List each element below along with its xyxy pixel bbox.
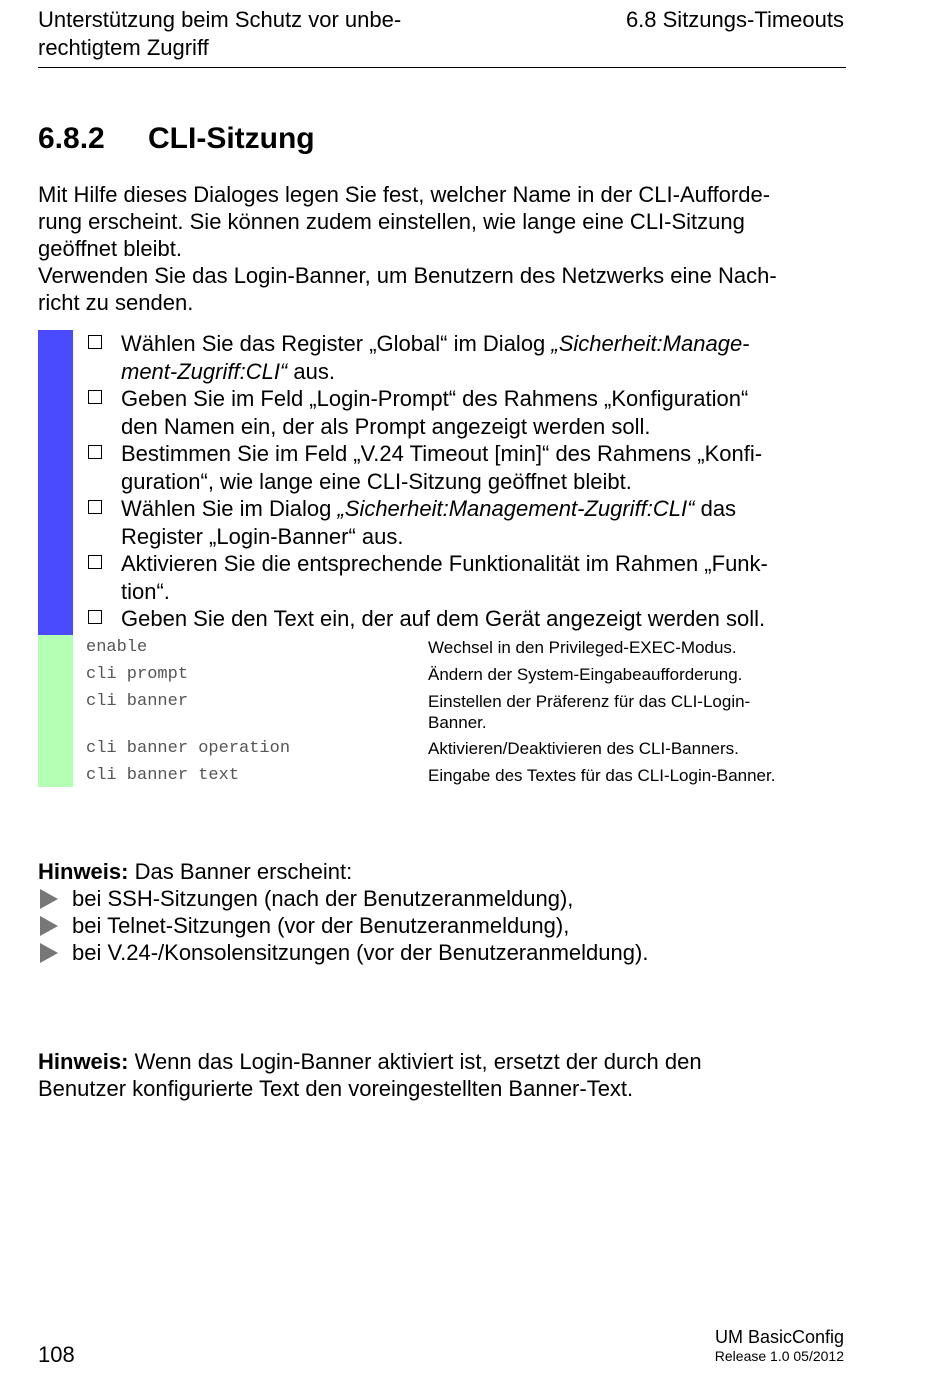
- intro-line: rung erscheint. Sie können zudem einstellen, wie lange eine CLI-Sitzung: [38, 209, 745, 234]
- cli-description: Wechsel in den Privileged-EXEC-Modus.: [428, 638, 737, 657]
- instruction-steps: [86, 330, 846, 633]
- footer-release: Release 1.0 05/2012: [714, 1348, 844, 1364]
- cli-description: [428, 689, 846, 736]
- section-heading: [38, 122, 315, 156]
- note-banner-override: [38, 1048, 846, 1102]
- running-header-chapter: [38, 6, 558, 62]
- step-text: Register „Login-Banner“ aus.: [121, 523, 404, 549]
- checkbox-icon: [88, 555, 102, 569]
- list-item-text: bei Telnet-Sitzungen (vor der Benutzeranmeldung),: [72, 913, 570, 938]
- section-number: 6.8.2: [38, 122, 105, 155]
- list-item: [38, 912, 846, 939]
- cli-marker-bar: [38, 635, 73, 787]
- cli-command: cli banner: [86, 692, 189, 711]
- table-row: [86, 763, 846, 790]
- intro-text: [38, 181, 846, 316]
- running-header-section: 6.8 Sitzungs-Timeouts: [625, 7, 844, 32]
- note-label: Hinweis:: [38, 859, 129, 884]
- instruction-marker-bar: [38, 330, 73, 635]
- cli-command: cli banner text: [86, 766, 240, 785]
- page-number: 108: [38, 1342, 75, 1367]
- cli-command: cli banner operation: [86, 739, 291, 758]
- note-list: [38, 885, 846, 966]
- step-text: das: [694, 496, 737, 521]
- cli-description-line: Banner.: [428, 713, 487, 732]
- cli-description: Eingabe des Textes für das CLI-Login-Banner.: [428, 766, 776, 785]
- list-item: [38, 885, 846, 912]
- triangle-bullet-icon: [40, 943, 58, 963]
- instruction-step: [86, 550, 846, 605]
- step-dialog-name: „Sicherheit:Management-Zugriff:CLI“: [337, 496, 695, 521]
- step-text: guration“, wie lange eine CLI-Sitzung geöffnet bleibt.: [121, 468, 632, 494]
- note-intro: [38, 858, 846, 885]
- cli-command: cli prompt: [86, 665, 189, 684]
- step-text: Wählen Sie das Register „Global“ im Dialog: [121, 331, 552, 356]
- intro-line: geöffnet bleibt.: [38, 236, 182, 261]
- note-text: Das Banner erscheint:: [128, 859, 353, 884]
- list-item-text: bei V.24-/Konsolensitzungen (vor der Benutzeranmeldung).: [72, 940, 649, 965]
- step-text: aus.: [287, 358, 335, 384]
- step-text: Bestimmen Sie im Feld „V.24 Timeout [min]“ des Rahmens „Konfi-: [121, 441, 763, 466]
- note-label: Hinweis:: [38, 1049, 129, 1074]
- triangle-bullet-icon: [40, 889, 58, 909]
- instruction-step: [86, 385, 846, 440]
- checkbox-icon: [88, 610, 102, 624]
- step-text: den Namen ein, der als Prompt angezeigt werden soll.: [121, 413, 651, 439]
- instruction-step: [86, 605, 846, 633]
- instruction-step: [86, 440, 846, 495]
- intro-paragraph-1: [38, 181, 846, 262]
- triangle-bullet-icon: [40, 916, 58, 936]
- step-text: tion“.: [121, 578, 170, 604]
- intro-line: Verwenden Sie das Login-Banner, um Benutzern des Netzwerks eine Nach-: [38, 263, 777, 288]
- checkbox-icon: [88, 390, 102, 404]
- checkbox-icon: [88, 335, 102, 349]
- step-text: Wählen Sie im Dialog: [121, 496, 338, 521]
- cli-description: Ändern der System-Eingabeaufforderung.: [428, 665, 743, 684]
- step-dialog-name: „Sicherheit:Manage-: [551, 331, 750, 356]
- table-row: [86, 635, 846, 662]
- instruction-step: [86, 330, 846, 385]
- step-text: Geben Sie im Feld „Login-Prompt“ des Rahmens „Konfiguration“: [121, 386, 749, 411]
- cli-command-table: [86, 635, 846, 790]
- cli-description: Aktivieren/Deaktivieren des CLI-Banners.: [428, 739, 739, 758]
- table-row: [86, 689, 846, 736]
- table-row: [86, 736, 846, 763]
- footer-doc-name: UM BasicConfig: [714, 1327, 844, 1347]
- note-banner-display: [38, 858, 846, 966]
- instruction-step: [86, 495, 846, 550]
- checkbox-icon: [88, 500, 102, 514]
- note-text: Benutzer konfigurierte Text den voreingestellten Banner-Text.: [38, 1076, 634, 1101]
- cli-command: enable: [86, 638, 148, 657]
- note-text: Wenn das Login-Banner aktiviert ist, ersetzt der durch den: [128, 1049, 702, 1074]
- intro-line: Mit Hilfe dieses Dialoges legen Sie fest, welcher Name in der CLI-Aufforde-: [38, 182, 771, 207]
- header-chapter-line2: rechtigtem Zugriff: [38, 35, 209, 60]
- footer-doc-info: [715, 1326, 844, 1365]
- cli-description-line: Einstellen der Präferenz für das CLI-Login-: [428, 692, 751, 711]
- list-item-text: bei SSH-Sitzungen (nach der Benutzeranmeldung),: [72, 886, 574, 911]
- step-text: Aktivieren Sie die entsprechende Funktionalität im Rahmen „Funk-: [121, 551, 768, 576]
- header-rule: [38, 67, 846, 68]
- intro-paragraph-2: [38, 262, 846, 316]
- list-item: [38, 939, 846, 966]
- step-text: Geben Sie den Text ein, der auf dem Gerät angezeigt werden soll.: [121, 606, 766, 631]
- checkbox-icon: [88, 445, 102, 459]
- section-title: CLI-Sitzung: [148, 122, 315, 155]
- table-row: [86, 662, 846, 689]
- step-dialog-name: ment-Zugriff:CLI“: [121, 358, 288, 384]
- header-chapter-line1: Unterstützung beim Schutz vor unbe-: [38, 7, 402, 32]
- intro-line: richt zu senden.: [38, 290, 194, 315]
